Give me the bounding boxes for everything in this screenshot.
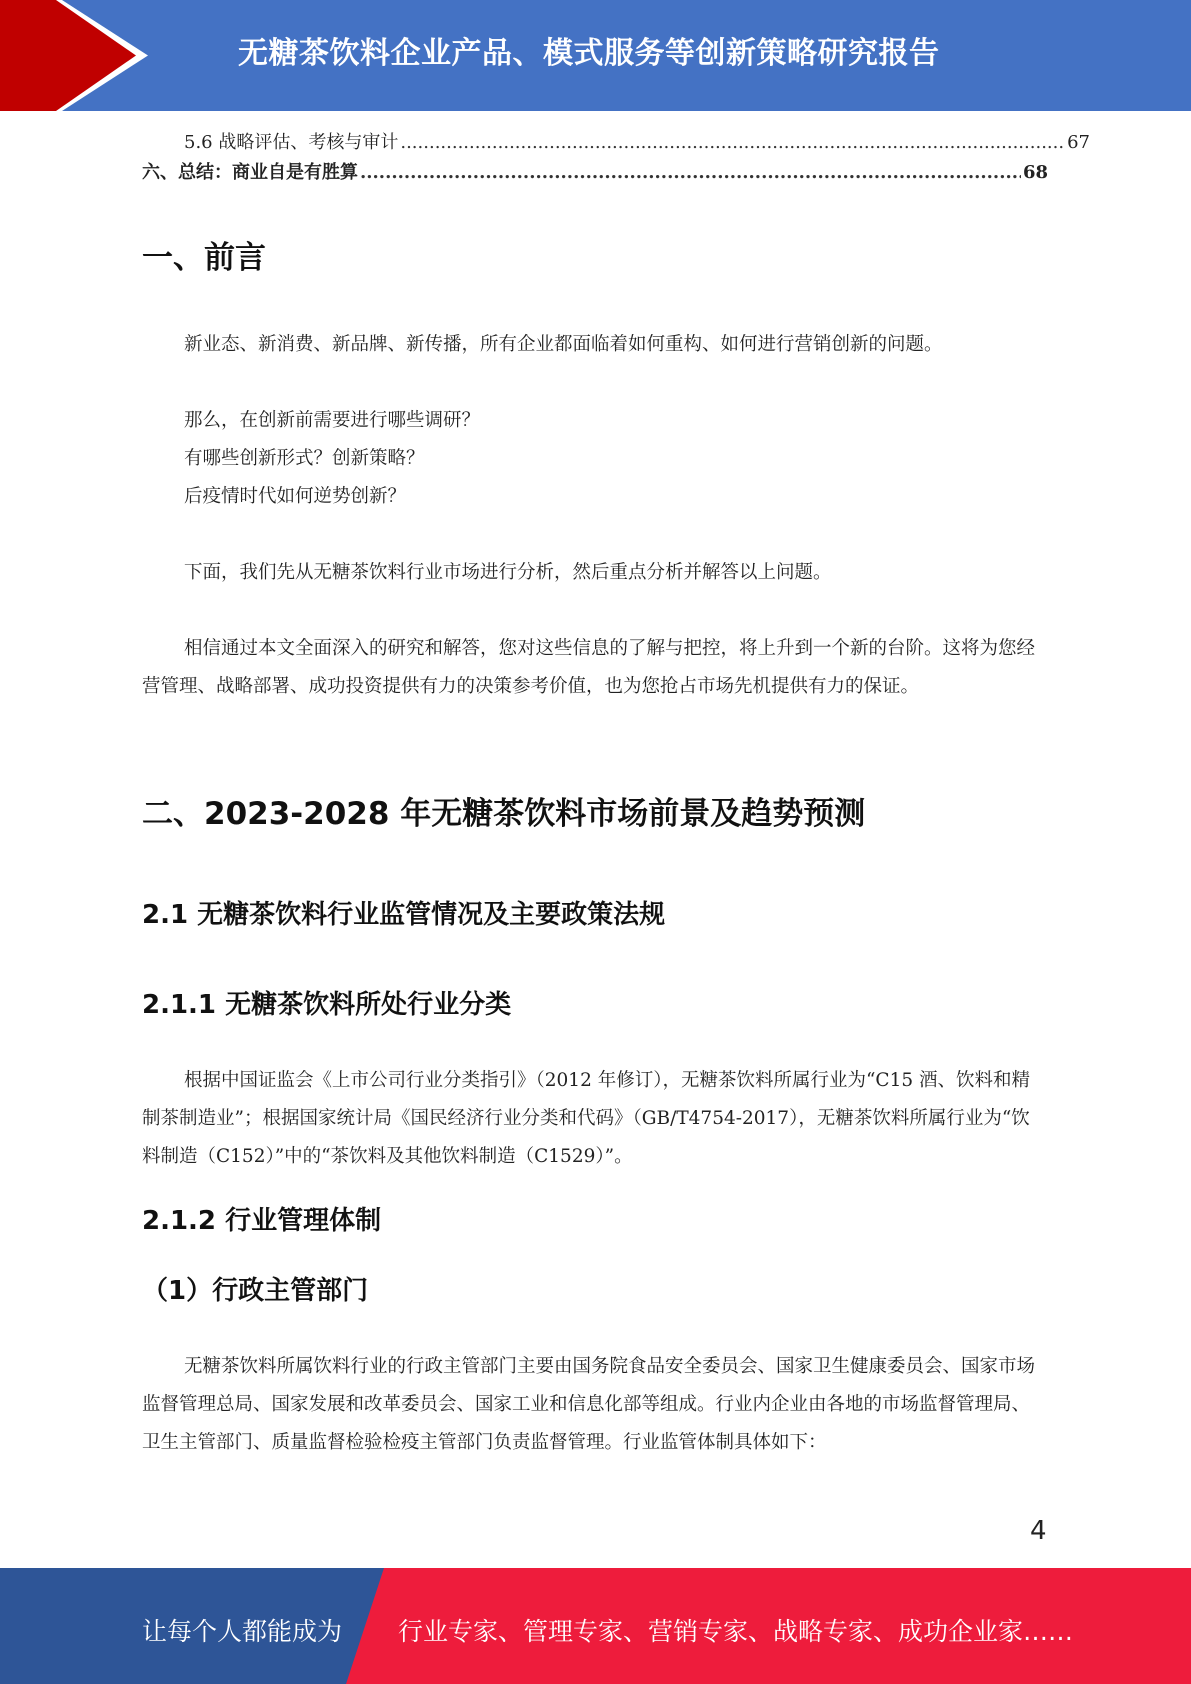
page-header: [0, 0, 1191, 111]
body-paragraph: 根据中国证监会《上市公司行业分类指引》（2012 年修订），无糖茶饮料所属行业为“C15 酒、饮料和精制茶制造业”；根据国家统计局《国民经济行业分类和代码》（GB/T4754-2017），无糖茶饮料所属行业为“饮料制造（C152）”中的“茶饮料及其他饮料制造（C1529）”。: [142, 1070, 1030, 1167]
body-paragraph: 无糖茶饮料所属饮料行业的行政主管部门主要由国务院食品安全委员会、国家卫生健康委员会、国家市场监督管理总局、国家发展和改革委员会、国家工业和信息化部等组成。行业内企业由各地的市场监督管理局、卫生主管部门、质量监督检验检疫主管部门负责监督管理。行业监管体制具体如下：: [142, 1356, 1036, 1453]
toc-entry-page: 68: [1022, 162, 1048, 183]
toc-entry-label: 5.6 战略评估、考核与审计: [184, 132, 399, 153]
section-heading-preface: 一、前言: [142, 240, 266, 276]
page-number: 4: [1030, 1516, 1047, 1546]
page-footer: [0, 1568, 1191, 1684]
toc-entry-label: 六、总结：商业自是有胜算: [142, 162, 358, 183]
footer-slogan-right: 行业专家、管理专家、营销专家、战略专家、成功企业家……: [398, 1617, 1074, 1646]
subsection-heading: 2.1 无糖茶饮料行业监管情况及主要政策法规: [142, 900, 666, 930]
subsection-heading: 2.1.1 无糖茶饮料所处行业分类: [142, 990, 512, 1020]
toc-leader: [400, 132, 1065, 153]
footer-slogan-left: 让每个人都能成为: [142, 1617, 343, 1646]
preface-paragraph: 新业态、新消费、新品牌、新传播，所有企业都面临着如何重构、如何进行营销创新的问题。: [184, 334, 943, 355]
preface-question: 那么，在创新前需要进行哪些调研？: [184, 410, 481, 431]
subsection-heading: 2.1.2 行业管理体制: [142, 1206, 382, 1236]
toc-entry[interactable]: [142, 158, 1048, 190]
toc-entry[interactable]: [142, 128, 1090, 160]
preface-paragraph: 相信通过本文全面深入的研究和解答，您对这些信息的了解与把控，将上升到一个新的台阶。这将为您经营管理、战略部署、成功投资提供有力的决策参考价值，也为您抢占市场先机提供有力的保证。: [142, 638, 1036, 697]
preface-question: 后疫情时代如何逆势创新？: [184, 486, 407, 507]
section-heading-market: 二、2023-2028 年无糖茶饮料市场前景及趋势预测: [142, 796, 866, 832]
toc-entry-page: 67: [1067, 132, 1090, 153]
preface-question: 有哪些创新形式？创新策略？: [184, 448, 425, 469]
report-title: 无糖茶饮料企业产品、模式服务等创新策略研究报告: [238, 36, 940, 71]
toc-leader: [360, 162, 1021, 183]
preface-paragraph: 下面，我们先从无糖茶饮料行业市场进行分析，然后重点分析并解答以上问题。: [184, 562, 832, 583]
header-chevron-icon: [0, 0, 160, 111]
subsection-heading: （1）行政主管部门: [142, 1276, 369, 1306]
